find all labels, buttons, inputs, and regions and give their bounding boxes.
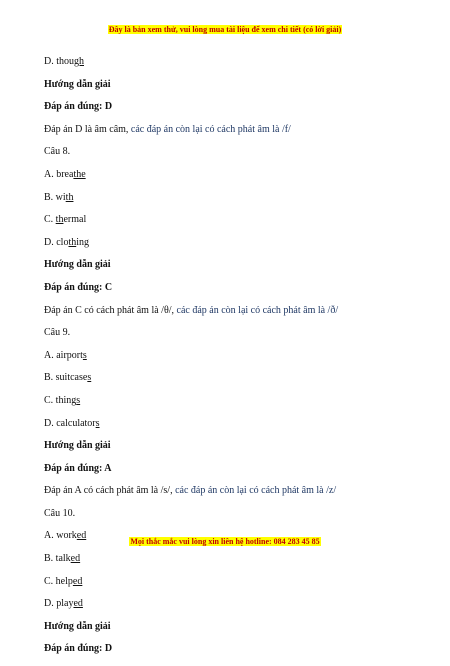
underlined-sound: s: [87, 372, 92, 384]
option-text: A. work: [44, 530, 77, 542]
document-body: [44, 56, 424, 666]
answer-option: [44, 214, 424, 226]
underlined-sound: ed: [70, 553, 81, 565]
footer-hotline-note: [0, 537, 450, 546]
option-text: D. clo: [44, 236, 69, 248]
underlined-sound: th: [55, 214, 64, 226]
answer-option: [44, 598, 424, 610]
heading-text: Đáp án đúng: D: [44, 101, 113, 113]
header-note-text: Đây là bản xem thử, vui lòng mua tài liệu để xem chi tiết (có lời giải): [108, 25, 342, 34]
explanation-lead: Đáp án C có cách phát âm là /θ/,: [44, 304, 177, 316]
question-number: [44, 146, 424, 158]
footer-note-text: Mọi thắc mắc vui lòng xin liên hệ hotline: 084 283 45 85: [130, 537, 320, 546]
underlined-sound: s: [76, 394, 81, 406]
solution-heading: [44, 440, 424, 452]
heading-text: Hướng dẫn giải: [44, 440, 111, 452]
heading-text: Đáp án đúng: D: [44, 643, 113, 655]
answer-option: [44, 553, 424, 565]
option-text: A. airport: [44, 349, 83, 361]
option-text: B. suitcase: [44, 372, 88, 384]
option-text: B. talk: [44, 553, 71, 565]
option-text: C. help: [44, 575, 73, 587]
underlined-sound: ed: [76, 530, 87, 542]
question-label: Câu 10.: [44, 507, 76, 519]
answer-option: [44, 56, 424, 68]
question-label: Câu 9.: [44, 327, 71, 339]
solution-heading: [44, 101, 424, 113]
question-label: Câu 8.: [44, 146, 71, 158]
explanation: [44, 305, 424, 317]
option-text-end: ing: [76, 236, 90, 248]
option-text: D. play: [44, 598, 74, 610]
answer-option: [44, 169, 424, 181]
explanation: [44, 124, 424, 136]
question-number: [44, 508, 424, 520]
option-text-end: ermal: [63, 214, 87, 226]
header-preview-note: [0, 25, 450, 34]
heading-text: Hướng dẫn giải: [44, 259, 111, 271]
underlined-sound: th: [68, 236, 77, 248]
solution-heading: [44, 282, 424, 294]
option-text: B. wi: [44, 191, 66, 203]
option-text: A. brea: [44, 168, 74, 180]
explanation: [44, 485, 424, 497]
answer-option: [44, 418, 424, 430]
underlined-sound: ed: [73, 598, 83, 610]
underlined-sound: th: [65, 191, 74, 203]
answer-option: [44, 372, 424, 384]
underlined-sound: s: [82, 349, 87, 361]
question-number: [44, 327, 424, 339]
option-text: C. thing: [44, 394, 77, 406]
answer-option: [44, 192, 424, 204]
explanation-detail: các đáp án còn lại có cách phát âm là /ð/: [176, 304, 339, 316]
underlined-sound: gh: [74, 56, 84, 67]
answer-option: [44, 395, 424, 407]
underlined-sound: s: [95, 417, 100, 429]
solution-heading: [44, 463, 424, 475]
solution-heading: [44, 621, 424, 633]
solution-heading: [44, 259, 424, 271]
explanation-detail: các đáp án còn lại có cách phát âm là /z/: [175, 485, 337, 497]
underlined-sound: ed: [72, 575, 83, 587]
explanation-lead: Đáp án A có cách phát âm là /s/,: [44, 485, 176, 497]
answer-option: [44, 237, 424, 249]
option-text: D. calculator: [44, 417, 96, 429]
solution-heading: [44, 79, 424, 91]
solution-heading: [44, 643, 424, 655]
answer-option: [44, 350, 424, 362]
option-text: D. thou: [44, 56, 74, 67]
heading-text: Hướng dẫn giải: [44, 78, 111, 90]
heading-text: Đáp án đúng: C: [44, 281, 113, 293]
underlined-sound: the: [73, 168, 86, 180]
option-text: C.: [44, 214, 56, 226]
explanation-lead: Đáp án D là âm câm,: [44, 123, 131, 135]
heading-text: Đáp án đúng: A: [44, 462, 112, 474]
explanation-detail: các đáp án còn lại có cách phát âm là /f/: [130, 123, 291, 135]
heading-text: Hướng dẫn giải: [44, 620, 111, 632]
